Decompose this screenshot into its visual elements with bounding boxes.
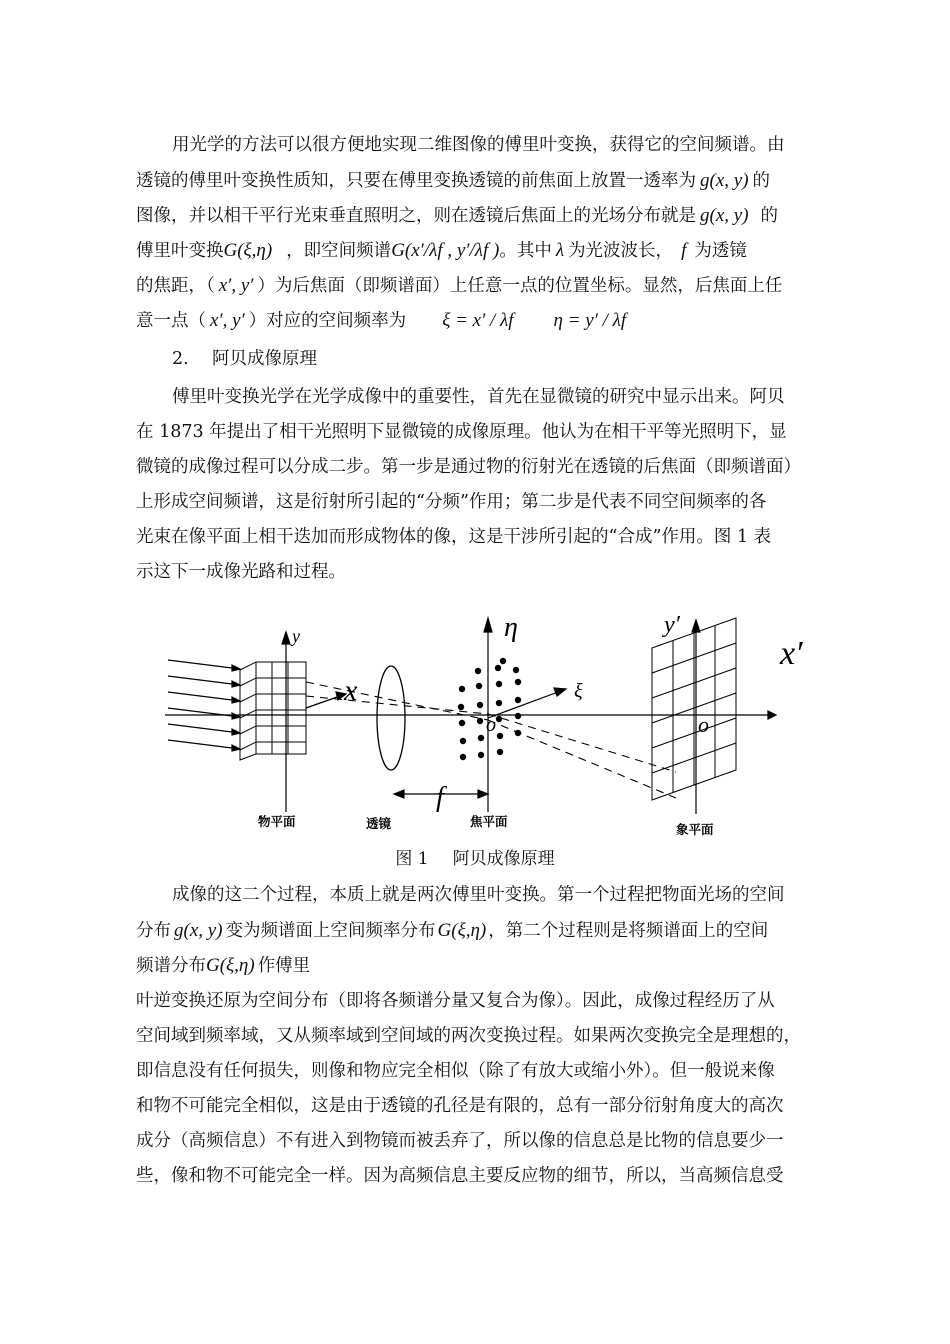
text-run: 的焦距，（: [136, 276, 215, 296]
text-run: 透镜的傅里叶变换性质知，只要在傅里变换透镜的前焦面上放置一透率为: [136, 171, 696, 191]
text-line: 空间域到频率域，又从频率域到空间域的两次变换过程。如果两次变换完全是理想的，: [136, 1026, 801, 1046]
text-run: ，即空间频谱: [286, 241, 392, 261]
text-line: 成像的这二个过程，本质上就是两次傅里叶变换。第一个过程把物面光场的空间: [172, 885, 785, 905]
caption-text: 阿贝成像原理: [452, 849, 555, 869]
text-line: 在 1873 年提出了相干光照明下显微镜的成像原理。他认为在相干平等光照明下，显: [136, 422, 787, 442]
math-lambda: λ: [555, 240, 565, 261]
math-g-xy: g(x, y): [700, 170, 749, 191]
axis-arrowhead: [768, 711, 776, 719]
math-g-xy: g(x, y): [700, 205, 749, 226]
text-line: [136, 268, 838, 303]
label-focal-plane: 焦平面: [470, 814, 508, 829]
text-line: 光束在像平面上相干迭加而形成物体的像，这是干涉所引起的“合成”作用。图 1 表: [136, 527, 772, 547]
math-f: f: [681, 240, 687, 261]
math-G-xi-eta: G(ξ,η): [223, 240, 273, 261]
math-xi-eq: ξ = x′ / λf: [442, 310, 514, 331]
text-line: 成分（高频信息）不有进入到物镜而被丢弃了，所以像的信息总是比物的信息要少一: [136, 1131, 784, 1151]
abbe-imaging-figure: [0, 600, 950, 845]
text-run: 图像，并以相干平行光束垂直照明之，则在透镜后焦面上的光场分布就是: [136, 206, 696, 226]
label-image-plane: 象平面: [676, 822, 714, 837]
text-line: [136, 198, 838, 233]
text-run: 意一点（: [136, 311, 206, 331]
label-f: f: [436, 782, 444, 813]
text-line: [136, 303, 838, 338]
lens: [377, 666, 405, 770]
object-plane-grid: [240, 662, 306, 760]
text-line: [136, 948, 838, 983]
section-number: 2.: [172, 349, 189, 369]
text-line: [136, 233, 838, 268]
figure-caption: [0, 846, 950, 872]
image-plane-grid: [652, 618, 736, 800]
paragraph-two-transforms: [136, 878, 838, 983]
paragraph-abbe-principle: [136, 380, 838, 590]
label-x: x: [344, 674, 358, 707]
text-run: 。其中: [499, 241, 552, 261]
math-eta-eq: η = y′ / λf: [553, 310, 627, 331]
paragraph-fourier-spectrum: [136, 128, 838, 338]
label-y: y: [292, 626, 300, 646]
label-oprime: o: [698, 712, 709, 737]
math-g-xy: g(x, y): [174, 920, 223, 941]
text-run: 分布: [136, 921, 171, 941]
math-G-xi-eta: G(ξ,η): [437, 920, 487, 941]
text-run: ）对应的空间频率为: [248, 311, 407, 331]
label-xi: ξ: [574, 680, 583, 702]
math-G-spectrum: G(x′/λf , y′/λf ): [391, 240, 500, 261]
text-run: 变为频谱面上空间频率分布: [225, 921, 436, 941]
text-run: 傅里叶变换: [136, 241, 224, 261]
text-line: 叶逆变换还原为空间分布（即将各频谱分量又复合为像）。因此，成像过程经历了从: [136, 991, 775, 1011]
math-xprime-yprime: x′, y′: [210, 310, 245, 331]
text-line: 微镜的成像过程可以分成二步。第一步是通过物的衍射光在透镜的后焦面（即频谱面）: [136, 457, 801, 477]
section-heading: [172, 344, 317, 374]
text-line: 傅里叶变换光学在光学成像中的重要性，首先在显微镜的研究中显示出来。阿贝: [172, 387, 785, 407]
label-yprime: y′: [664, 612, 680, 638]
section-title: 阿贝成像原理: [212, 349, 317, 369]
diffracted-rays: [306, 682, 676, 798]
text-line: [136, 913, 838, 948]
text-line: [136, 163, 838, 198]
text-line: 上形成空间频谱，这是衍射所引起的“分频”作用；第二步是代表不同空间频率的各: [136, 492, 767, 512]
label-eta: η: [504, 612, 518, 643]
text-run: 作傅里: [257, 956, 311, 976]
text-run: ）为后焦面（即频谱面）上任意一点的位置坐标。显然，后焦面上任: [257, 276, 783, 296]
text-run: 的: [760, 206, 779, 226]
text-run: 为光波波长，: [568, 241, 674, 261]
label-o: o: [486, 714, 496, 736]
text-line: 即信息没有任何损失，则像和物应完全相似（除了有放大或缩小外）。但一般说来像: [136, 1061, 775, 1081]
text-run: 的: [752, 171, 771, 191]
text-line: 些，像和物不可能完全一样。因为高频信息主要反应物的细节，所以，当高频信息受: [136, 1166, 784, 1186]
math-xprime-yprime: x′, y′: [218, 275, 254, 296]
paragraph-inverse-transform: [136, 984, 838, 1194]
text-run: 频谱分布: [136, 956, 206, 976]
text-line: 和物不可能完全相似，这是由于透镜的孔径是有限的，总有一部分衍射角度大的高次: [136, 1096, 784, 1116]
math-G-xi-eta: G(ξ,η): [206, 955, 255, 976]
label-xprime: x′: [780, 635, 803, 672]
text-line: 示这下一成像光路和过程。: [136, 562, 346, 582]
caption-number: 图 1: [395, 849, 429, 869]
label-object-plane: 物平面: [258, 814, 296, 829]
label-lens: 透镜: [366, 816, 392, 831]
text-line: 用光学的方法可以很方便地实现二维图像的傅里叶变换，获得它的空间频谱。由: [172, 135, 785, 155]
text-run: ，第二个过程则是将频谱面上的空间: [488, 921, 769, 941]
text-run: 为透镜: [694, 241, 747, 261]
incident-rays: [168, 660, 240, 751]
